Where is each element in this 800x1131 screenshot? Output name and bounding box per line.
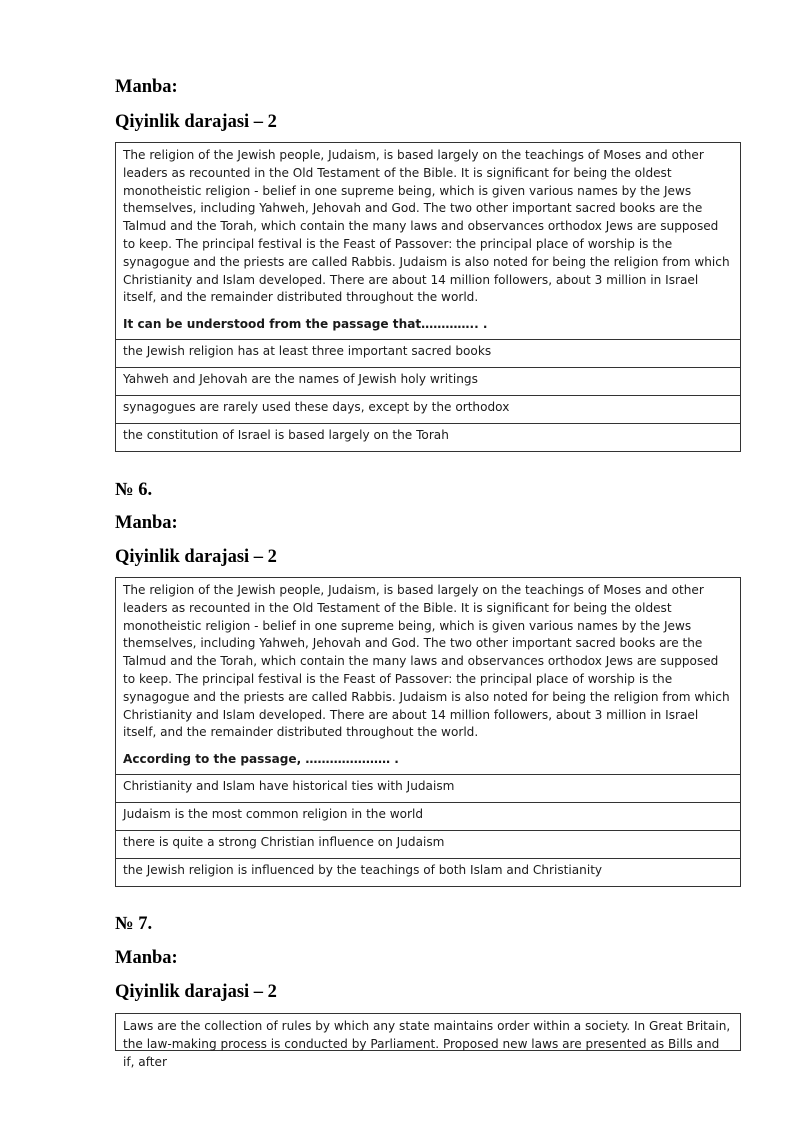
source-label: Manba: <box>115 77 178 97</box>
passage-text: Laws are the collection of rules by which any state maintains order within a society. In Great Britain, the law-making process is conducted by Parliament. Proposed new laws are presented as Bills and if, after <box>123 1019 731 1069</box>
difficulty-label: Qiyinlik darajasi – 2 <box>115 112 277 132</box>
question-passage <box>116 1014 740 1069</box>
question-table <box>115 1013 741 1069</box>
answer-option[interactable]: the Jewish religion is influenced by the teachings of both Islam and Christianity <box>116 858 740 886</box>
question-passage <box>116 143 740 339</box>
passage-text: The religion of the Jewish people, Judaism, is based largely on the teachings of Moses and other leaders as recounted in the Old Testament of the Bible. It is significant for being the oldest monotheistic religion - belief in one supreme being, which is given various names by the Jews themselves, including Yahweh, Jehovah and God. The two other important sacred books are the Talmud and the Torah, which contain the many laws and observances orthodox Jews are supposed to keep. The principal festival is the Feast of Passover: the principal place of worship is the synagogue and the priests are called Rabbis. Judaism is also noted for being the religion from which Christianity and Islam developed. There are about 14 million followers, about 3 million in Israel itself, and the remainder distributed throughout the world. <box>123 148 730 305</box>
answer-option[interactable]: Christianity and Islam have historical ties with Judaism <box>116 774 740 802</box>
question-table <box>115 142 741 452</box>
source-label: Manba: <box>115 513 178 533</box>
question-prompt: According to the passage, ………………… . <box>123 752 399 767</box>
question-number: № 6. <box>115 480 153 500</box>
difficulty-label: Qiyinlik darajasi – 2 <box>115 982 277 1002</box>
question-prompt: It can be understood from the passage that………….. . <box>123 317 488 332</box>
answer-option[interactable]: the constitution of Israel is based largely on the Torah <box>116 423 740 451</box>
question-number: № 7. <box>115 914 153 934</box>
answer-option[interactable]: Yahweh and Jehovah are the names of Jewish holy writings <box>116 367 740 395</box>
answer-option[interactable]: the Jewish religion has at least three important sacred books <box>116 339 740 367</box>
difficulty-label: Qiyinlik darajasi – 2 <box>115 547 277 567</box>
passage-text: The religion of the Jewish people, Judaism, is based largely on the teachings of Moses and other leaders as recounted in the Old Testament of the Bible. It is significant for being the oldest monotheistic religion - belief in one supreme being, which is given various names by the Jews themselves, including Yahweh, Jehovah and God. The two other important sacred books are the Talmud and the Torah, which contain the many laws and observances orthodox Jews are supposed to keep. The principal festival is the Feast of Passover: the principal place of worship is the synagogue and the priests are called Rabbis. Judaism is also noted for being the religion from which Christianity and Islam developed. There are about 14 million followers, about 3 million in Israel itself, and the remainder distributed throughout the world. <box>123 583 730 740</box>
answer-option[interactable]: there is quite a strong Christian influence on Judaism <box>116 830 740 858</box>
answer-option[interactable]: Judaism is the most common religion in the world <box>116 802 740 830</box>
question-table <box>115 577 741 887</box>
question-passage <box>116 578 740 774</box>
source-label: Manba: <box>115 948 178 968</box>
answer-option[interactable]: synagogues are rarely used these days, except by the orthodox <box>116 395 740 423</box>
